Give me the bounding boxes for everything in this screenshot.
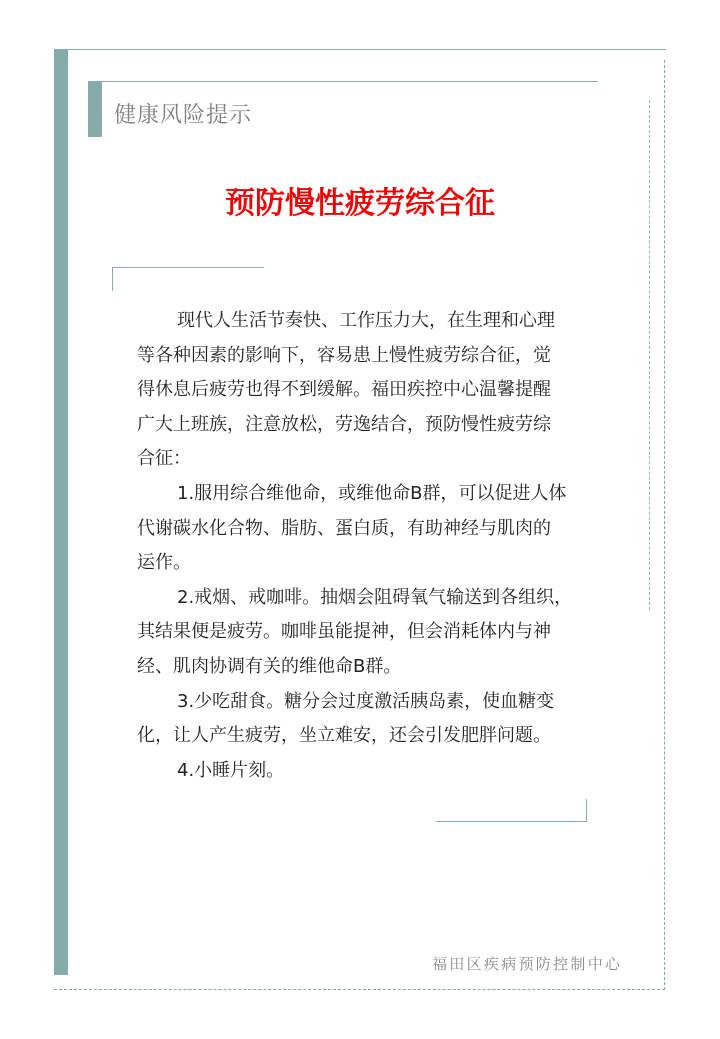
text-line: 合征： — [137, 448, 191, 470]
paragraph — [137, 304, 587, 477]
text-line: 运作。 — [137, 552, 191, 574]
text-line: 等各种因素的影响下，容易患上慢性疲劳综合征，觉 — [137, 344, 551, 366]
text-line: 其结果便是疲劳。咖啡虽能提神，但会消耗体内与神 — [137, 621, 551, 643]
text-line: 3.少吃甜食。糖分会过度激活胰岛素，使血糖变 — [177, 690, 555, 712]
footer-organization: 福田区疾病预防控制中心 — [432, 955, 623, 973]
top-border-line — [54, 49, 666, 50]
inner-dashed-line — [649, 100, 650, 610]
bottom-dashed-border — [54, 989, 665, 990]
text-line: 经、肌肉协调有关的维他命B群。 — [137, 655, 402, 677]
corner-bracket-top-left — [112, 267, 264, 291]
text-line: 4.小睡片刻。 — [177, 759, 285, 781]
text-line: 现代人生活节奏快、工作压力大，在生理和心理 — [177, 310, 555, 331]
paragraph — [137, 685, 587, 754]
corner-bracket-bottom-right — [436, 799, 587, 822]
text-line: 得休息后疲劳也得不到缓解。福田疾控中心温馨提醒 — [137, 379, 551, 401]
header-top-line — [88, 81, 598, 82]
paragraph — [137, 754, 587, 789]
text-line: 2.戒烟、戒咖啡。抽烟会阻碍氧气输送到各组织， — [177, 586, 573, 608]
text-line: 化，让人产生疲劳，坐立难安，还会引发肥胖问题。 — [137, 725, 551, 747]
text-line: 1.服用综合维他命，或维他命B群，可以促进人体 — [177, 482, 567, 504]
text-line: 广大上班族，注意放松，劳逸结合，预防慢性疲劳综 — [137, 413, 551, 435]
paragraph — [137, 477, 587, 581]
text-line: 代谢碳水化合物、脂肪、蛋白质，有助神经与肌肉的 — [137, 517, 551, 539]
paragraph — [137, 581, 587, 685]
article-body — [137, 304, 587, 788]
header-accent-block — [88, 81, 102, 137]
section-label: 健康风险提示 — [114, 103, 253, 128]
page-title: 预防慢性疲劳综合征 — [225, 186, 495, 221]
